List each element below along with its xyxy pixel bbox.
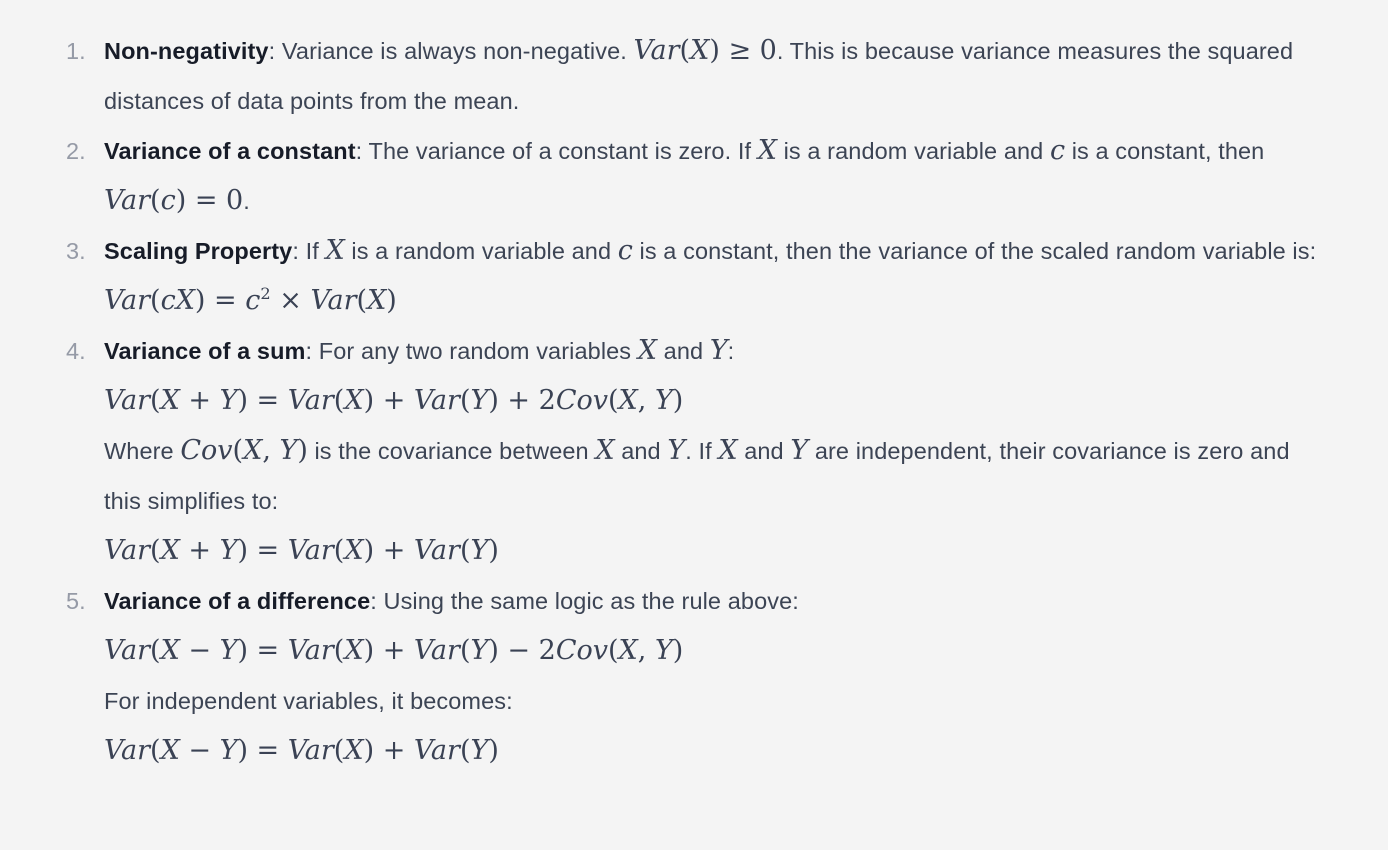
text-run: is a constant, then the variance of the scaled random variable is: [632,238,1317,264]
list-item [66,26,1326,126]
item-number: 5. [66,588,86,614]
properties-list [66,26,1332,776]
list-item [66,326,1326,576]
inline-math: X [718,435,738,466]
text-run: Where [104,438,181,464]
text-run: and [737,438,791,464]
item-title: Non-negativity [104,38,269,64]
inline-math: Y [790,435,809,466]
item-paragraph [104,426,1326,526]
text-run: is a random variable and [776,138,1050,164]
inline-math: Y [709,335,728,366]
item-number: 4. [66,338,86,364]
text-run: and [657,338,710,364]
item-title: Variance of a difference [104,588,371,614]
inline-math: c [1049,135,1066,166]
item-title: Variance of a constant [104,138,356,164]
text-run: . [243,188,250,214]
inline-math: c [617,235,633,266]
inline-math: X [595,435,615,466]
text-run: : Variance is always non-negative. [268,38,634,64]
item-paragraph [104,26,1326,126]
inline-math: X [757,135,777,166]
item-paragraph [104,126,1326,226]
item-number: 1. [66,38,86,64]
list-item [66,576,1326,776]
math-block: $Var(cX) = c^2 \times Var(X)$ [104,284,397,316]
text-run: . If [685,438,719,464]
inline-math: X [637,335,658,366]
text-run: For independent variables, it becomes: [104,688,513,714]
inline-math: Var(X) ≥ 0 [633,35,777,66]
text-run: : The variance of a constant is zero. If [355,138,758,164]
text-run: . This is because variance measures the squared distances of data points from the mean. [104,38,1294,114]
text-run: and [614,438,668,464]
text-run: : For any two random variables [305,338,638,364]
item-number: 2. [66,138,86,164]
text-run: are independent, their covariance is zero and this simplifies to: [104,438,1290,514]
math-block: Var(X + Y) = Var(X) + Var(Y) + 2Cov(X, Y) [104,385,684,416]
inline-math: Y [667,435,686,466]
text-run: : Using the same logic as the rule above: [370,588,799,614]
inline-math: Var(c) = 0 [104,185,244,216]
text-run: : If [292,238,326,264]
item-title: Scaling Property [104,238,293,264]
math-block: Var(X + Y) = Var(X) + Var(Y) [104,535,499,566]
item-paragraph [104,326,1326,376]
item-title: Variance of a sum [104,338,306,364]
inline-math: Cov(X, Y) [180,435,308,466]
math-block: Var(X − Y) = Var(X) + Var(Y) − 2Cov(X, Y) [104,635,684,666]
list-item [66,126,1326,226]
inline-math: X [325,235,345,266]
text-run: is the covariance between [307,438,596,464]
text-run: is a random variable and [344,238,618,264]
list-item [66,226,1326,326]
item-paragraph [104,226,1326,276]
item-paragraph [104,676,1326,726]
item-number: 3. [66,238,86,264]
item-paragraph [104,576,1326,626]
math-block: Var(X − Y) = Var(X) + Var(Y) [104,735,499,766]
text-run: : [727,338,735,364]
text-run: is a constant, then [1065,138,1265,164]
